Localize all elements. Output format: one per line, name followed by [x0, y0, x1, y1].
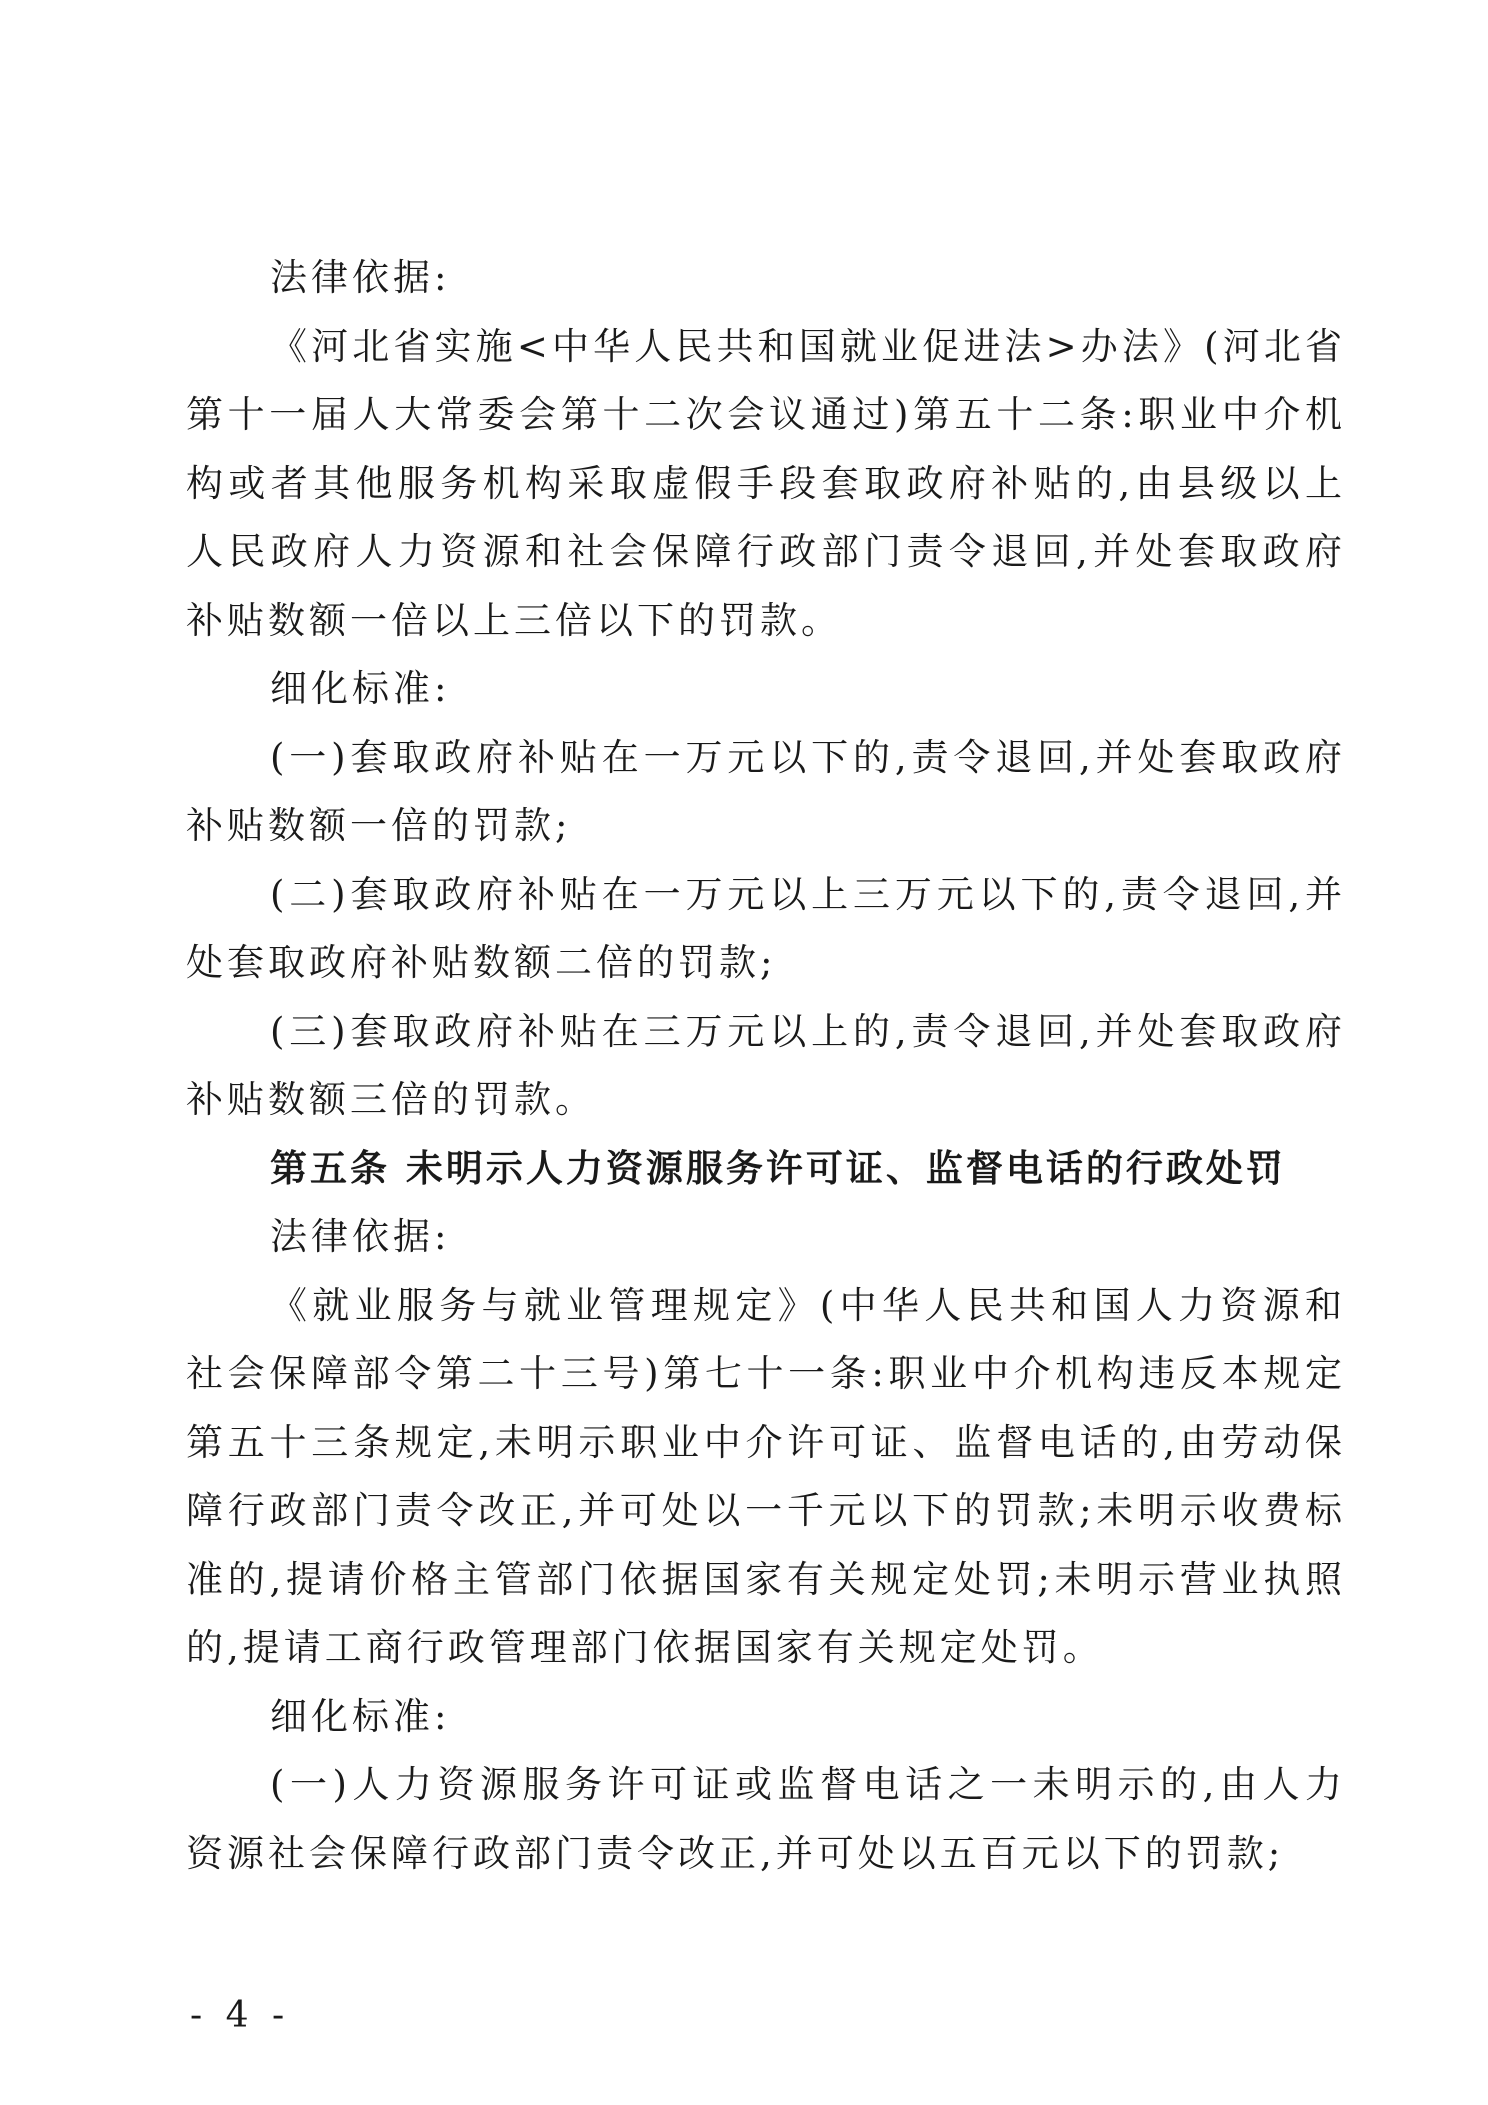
- paragraph-standard-item-1: (一)套取政府补贴在一万元以下的,责令退回,并处套取政府补贴数额一倍的罚款;: [186, 735, 1346, 847]
- paragraph-standard-item-3: (三)套取政府补贴在三万元以上的,责令退回,并处套取政府补贴数额三倍的罚款。: [186, 1009, 1346, 1121]
- page-number: - 4 -: [190, 1995, 291, 2036]
- paragraph-standard-item-2: (二)套取政府补贴在一万元以上三万元以下的,责令退回,并处套取政府补贴数额二倍的罚款;: [186, 872, 1346, 984]
- paragraph-legal-basis-text-2: 《就业服务与就业管理规定》(中华人民共和国人力资源和社会保障部令第二十三号)第七十一条:职业中介机构违反本规定第五十三条规定,未明示职业中介许可证、监督电话的,由劳动保障行政部门责令改正,并可处以一千元以下的罚款;未明示收费标准的,提请价格主管部门依据国家有关规定处罚;未明示营业执照的,提请工商行政管理部门依据国家有关规定处罚。: [186, 1283, 1346, 1669]
- article-5-heading: 第五条 未明示人力资源服务许可证、监督电话的行政处罚: [270, 1146, 1286, 1190]
- paragraph-standard-label-2: 细化标准:: [270, 1694, 451, 1738]
- paragraph-standard-label: 细化标准:: [270, 667, 451, 710]
- paragraph-legal-basis-label: 法律依据:: [270, 256, 451, 299]
- paragraph-standard-item-4: (一)人力资源服务许可证或监督电话之一未明示的,由人力资源社会保障行政部门责令改正,并可处以五百元以下的罚款;: [186, 1763, 1346, 1875]
- document-body: [186, 244, 1346, 1888]
- paragraph-legal-basis-label-2: 法律依据:: [270, 1215, 451, 1258]
- paragraph-legal-basis-text: 《河北省实施<中华人民共和国就业促进法>办法》(河北省第十一届人大常委会第十二次会议通过)第五十二条:职业中介机构或者其他服务机构采取虚假手段套取政府补贴的,由县级以上人民政府人力资源和社会保障行政部门责令退回,并处套取政府补贴数额一倍以上三倍以下的罚款。: [186, 324, 1346, 642]
